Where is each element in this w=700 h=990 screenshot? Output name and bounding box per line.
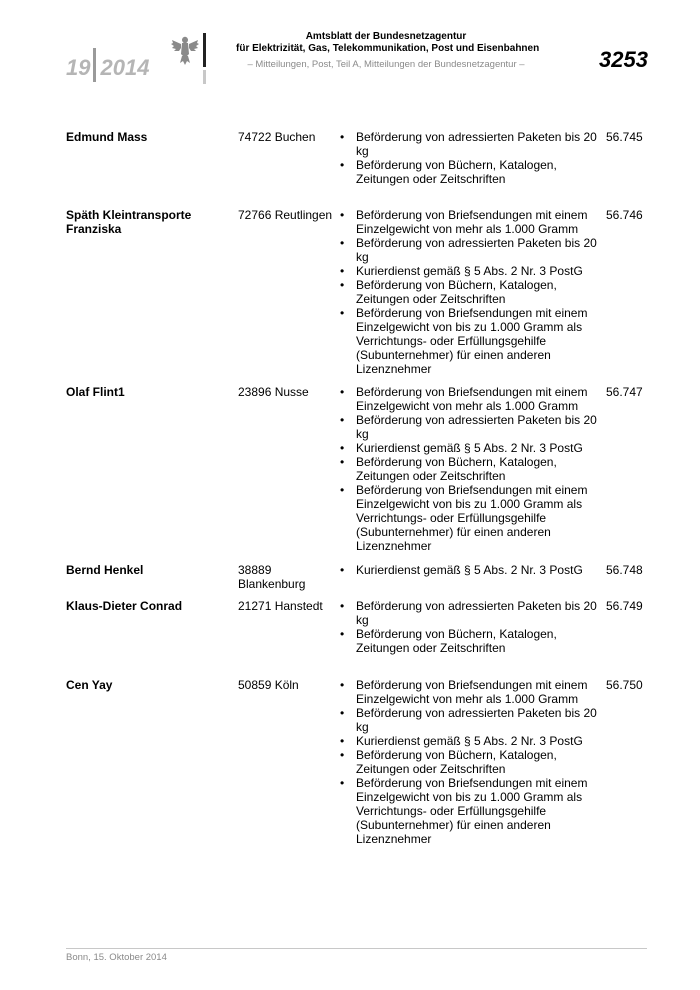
service-item: • Kurierdienst gemäß § 5 Abs. 2 Nr. 3 PostG	[338, 441, 600, 455]
service-item: • Beförderung von Briefsendungen mit einem Einzelgewicht von bis zu 1.000 Gramm als Verrichtungs- oder Erfüllungsgehilfe (Subunternehmer) für einen anderen Lizenznehmer	[338, 776, 600, 846]
service-item: • Beförderung von Briefsendungen mit einem Einzelgewicht von bis zu 1.000 Gramm als Verrichtungs- oder Erfüllungsgehilfe (Subunternehmer) für einen anderen Lizenznehmer	[338, 306, 600, 376]
section-subtitle: – Mitteilungen, Post, Teil A, Mitteilungen der Bundesnetzagentur –	[247, 59, 525, 70]
license-table	[0, 130, 700, 846]
service-list	[338, 599, 600, 655]
issue-year: 2014	[100, 55, 150, 80]
licensee-city: 72766 Reutlingen	[238, 208, 333, 222]
service-item: • Kurierdienst gemäß § 5 Abs. 2 Nr. 3 PostG	[338, 563, 600, 577]
registration-number: 56.747	[606, 385, 643, 399]
service-item: • Beförderung von Büchern, Katalogen, Zeitungen oder Zeitschriften	[338, 748, 600, 776]
registration-number: 56.748	[606, 563, 643, 577]
service-list	[338, 130, 600, 186]
licensee-city: 74722 Buchen	[238, 130, 316, 144]
registration-number: 56.745	[606, 130, 643, 144]
licensee-city: 23896 Nusse	[238, 385, 309, 399]
service-item: • Beförderung von Briefsendungen mit einem Einzelgewicht von mehr als 1.000 Gramm	[338, 385, 600, 413]
issue-label	[66, 48, 149, 82]
licensee-name: Olaf Flint1	[66, 385, 125, 399]
service-item: • Beförderung von Büchern, Katalogen, Zeitungen oder Zeitschriften	[338, 278, 600, 306]
licensee-city: 38889 Blankenburg	[238, 563, 306, 591]
footer-date: Bonn, 15. Oktober 2014	[66, 952, 167, 963]
licensee-name: Cen Yay	[66, 678, 113, 692]
federal-eagle-icon	[170, 34, 200, 66]
journal-title: Amtsblatt der Bundesnetzagentur	[305, 31, 467, 42]
service-item: • Beförderung von adressierten Paketen bis 20 kg	[338, 130, 600, 158]
registration-number: 56.749	[606, 599, 643, 613]
service-item: • Beförderung von Büchern, Katalogen, Zeitungen oder Zeitschriften	[338, 455, 600, 483]
header-divider-gray	[203, 70, 206, 84]
licensee-city: 50859 Köln	[238, 678, 299, 692]
service-item: • Beförderung von Büchern, Katalogen, Zeitungen oder Zeitschriften	[338, 158, 600, 186]
service-item: • Kurierdienst gemäß § 5 Abs. 2 Nr. 3 PostG	[338, 264, 600, 278]
table-row	[0, 678, 700, 846]
table-row	[0, 385, 700, 563]
footer-divider	[66, 948, 647, 949]
issue-separator	[93, 48, 96, 82]
journal-subtitle: für Elektrizität, Gas, Telekommunikation, Post und Eisenbahnen	[236, 43, 540, 54]
service-item: • Beförderung von adressierten Paketen bis 20 kg	[338, 599, 600, 627]
service-item: • Kurierdienst gemäß § 5 Abs. 2 Nr. 3 PostG	[338, 734, 600, 748]
service-item: • Beförderung von adressierten Paketen bis 20 kg	[338, 413, 600, 441]
issue-number: 19	[66, 55, 91, 80]
header-divider-black	[203, 33, 206, 67]
service-item: • Beförderung von Briefsendungen mit einem Einzelgewicht von mehr als 1.000 Gramm	[338, 208, 600, 236]
service-item: • Beförderung von Büchern, Katalogen, Zeitungen oder Zeitschriften	[338, 627, 600, 655]
service-list	[338, 385, 600, 553]
service-item: • Beförderung von adressierten Paketen bis 20 kg	[338, 236, 600, 264]
table-row	[0, 208, 700, 385]
page-number: 3253	[599, 47, 648, 72]
table-row	[0, 563, 700, 599]
licensee-city: 21271 Hanstedt	[238, 599, 323, 613]
licensee-name: Edmund Mass	[66, 130, 148, 144]
licensee-name: Klaus-Dieter Conrad	[66, 599, 183, 613]
registration-number: 56.746	[606, 208, 643, 222]
service-list	[338, 678, 600, 846]
table-row	[0, 599, 700, 678]
service-item: • Beförderung von Briefsendungen mit einem Einzelgewicht von bis zu 1.000 Gramm als Verrichtungs- oder Erfüllungsgehilfe (Subunternehmer) für einen anderen Lizenznehmer	[338, 483, 600, 553]
service-list	[338, 563, 600, 577]
service-list	[338, 208, 600, 376]
service-item: • Beförderung von adressierten Paketen bis 20 kg	[338, 706, 600, 734]
table-row	[0, 130, 700, 208]
licensee-name: Späth Kleintransporte Franziska	[66, 208, 192, 236]
licensee-name: Bernd Henkel	[66, 563, 144, 577]
service-item: • Beförderung von Briefsendungen mit einem Einzelgewicht von mehr als 1.000 Gramm	[338, 678, 600, 706]
registration-number: 56.750	[606, 678, 643, 692]
